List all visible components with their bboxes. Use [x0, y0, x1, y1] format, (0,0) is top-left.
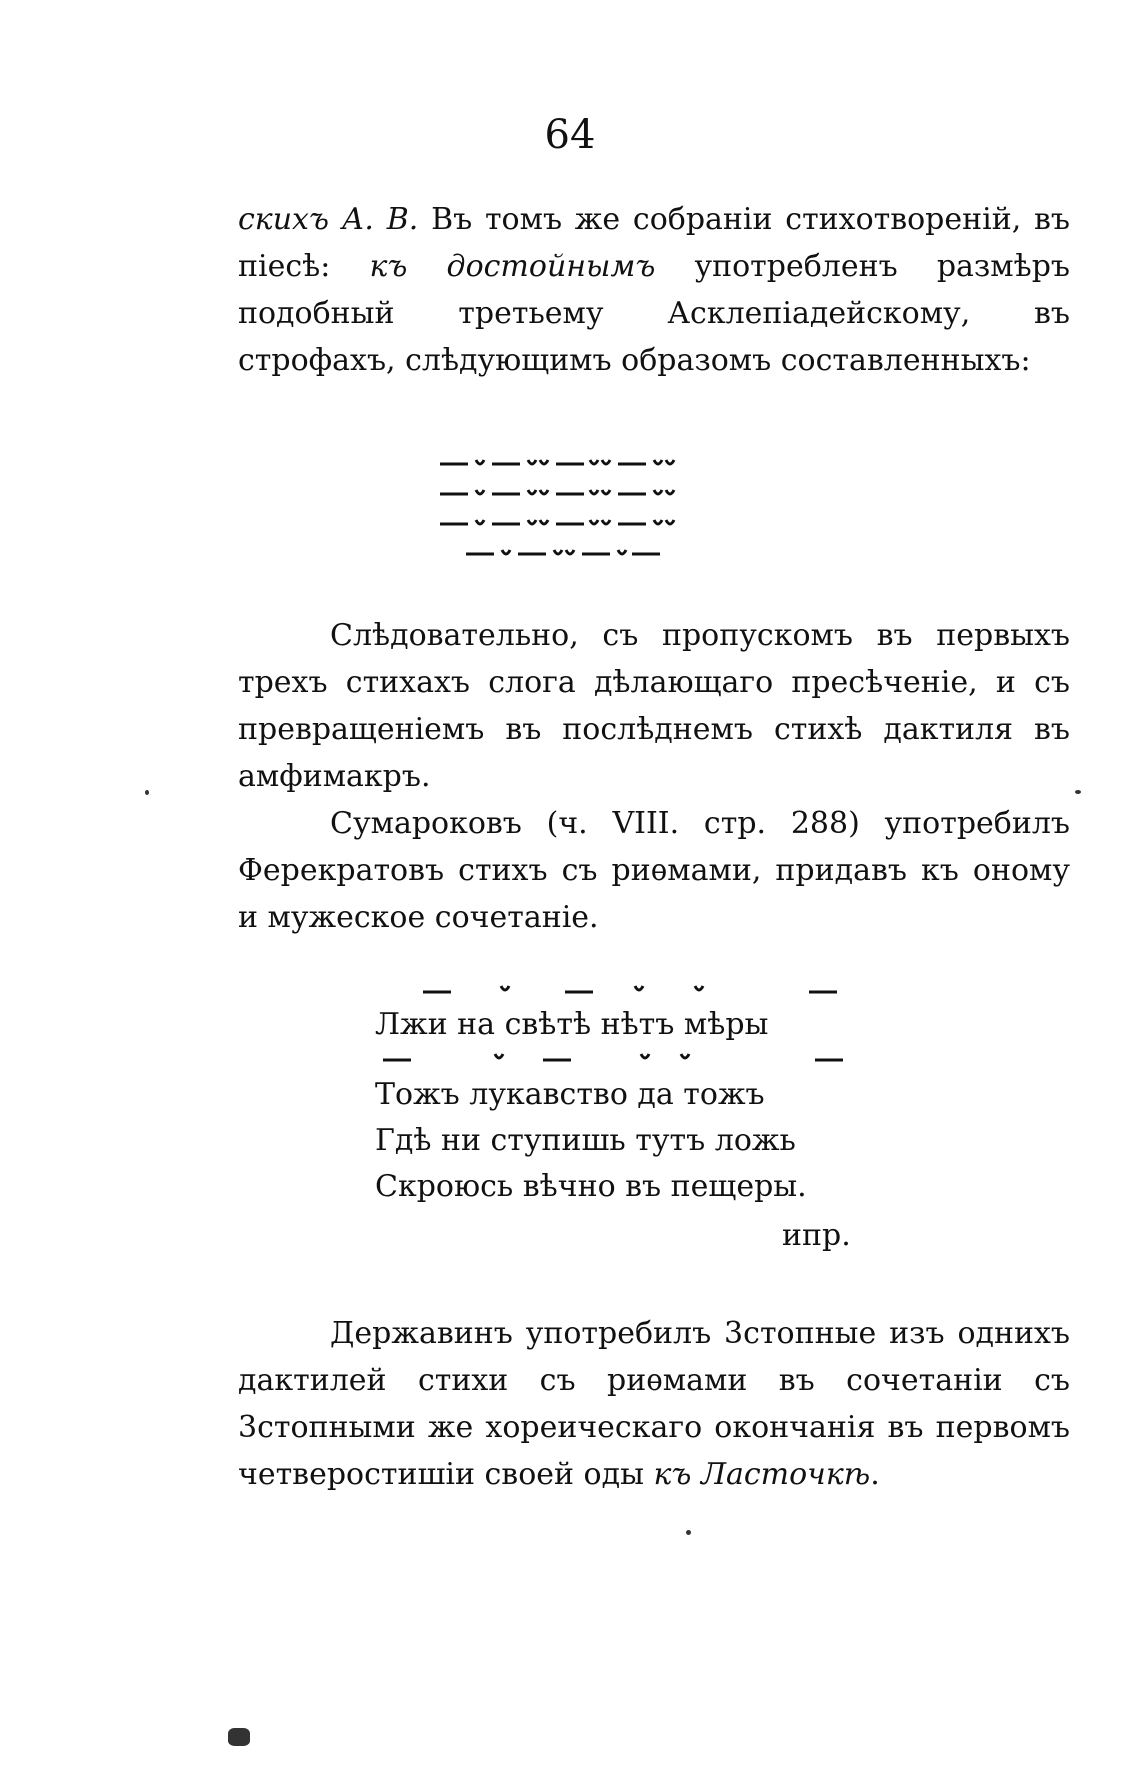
paragraph-1	[238, 196, 1070, 384]
poem-title-italic: къ достойнымъ	[369, 249, 656, 284]
meter-marks-line-1	[375, 978, 855, 1002]
paragraph-1-text-a: Въ томъ же собраніи стихотвореній, въ піесѣ:	[238, 202, 1070, 284]
verse-line-2: Тожъ лукавство да тожъ	[375, 1077, 765, 1112]
author-initials: скихъ А. В.	[238, 202, 419, 237]
paragraph-2	[238, 612, 1070, 800]
verse-quote	[375, 978, 855, 1210]
metrical-scheme	[0, 452, 1140, 572]
paragraph-4-text: Державинъ употребилъ 3стопные изъ однихъ дактилей стихи съ риѳмами въ сочетаніи съ 3стопными же хореическаго окончанія въ первомъ четверостишіи своей оды	[238, 1316, 1070, 1492]
paragraph-3-text: Сумароковъ (ч. VIII. стр. 288) употребилъ Ферекратовъ стихъ съ риѳмами, придавъ къ оному и мужеское сочетаніе.	[238, 806, 1070, 935]
ode-title-italic: къ Ласточкѣ	[653, 1457, 871, 1492]
meter-marks-line-2	[375, 1048, 855, 1072]
paragraph-4-end: .	[870, 1457, 880, 1492]
paragraph-3	[238, 800, 1070, 941]
paragraph-1-text-b: употребленъ размѣръ подобный третьему Асклепіадейскому, въ строфахъ, слѣдующимъ образомъ составленныхъ:	[238, 249, 1070, 378]
scan-speck	[686, 1530, 691, 1535]
verse-line-3: Гдѣ ни ступишь тутъ ложь	[375, 1123, 796, 1158]
verse-continuation: ипр.	[782, 1218, 851, 1253]
paragraph-2-text: Слѣдовательно, съ пропускомъ въ первыхъ трехъ стихахъ слога дѣлающаго пресѣченіе, и съ превращеніемъ въ послѣднемъ стихѣ дактиля въ амфимакръ.	[238, 618, 1070, 794]
scan-speck	[145, 790, 149, 795]
page-number: 64	[544, 112, 596, 158]
metrical-scheme-graphic	[420, 452, 720, 572]
paragraph-4	[238, 1310, 1070, 1498]
verse-line-1: Лжи на свѣтѣ нѣтъ мѣры	[375, 1007, 769, 1042]
scan-speck	[1075, 790, 1081, 794]
scan-speck	[228, 1728, 250, 1746]
verse-line-4: Скроюсь вѣчно въ пещеры.	[375, 1169, 807, 1204]
